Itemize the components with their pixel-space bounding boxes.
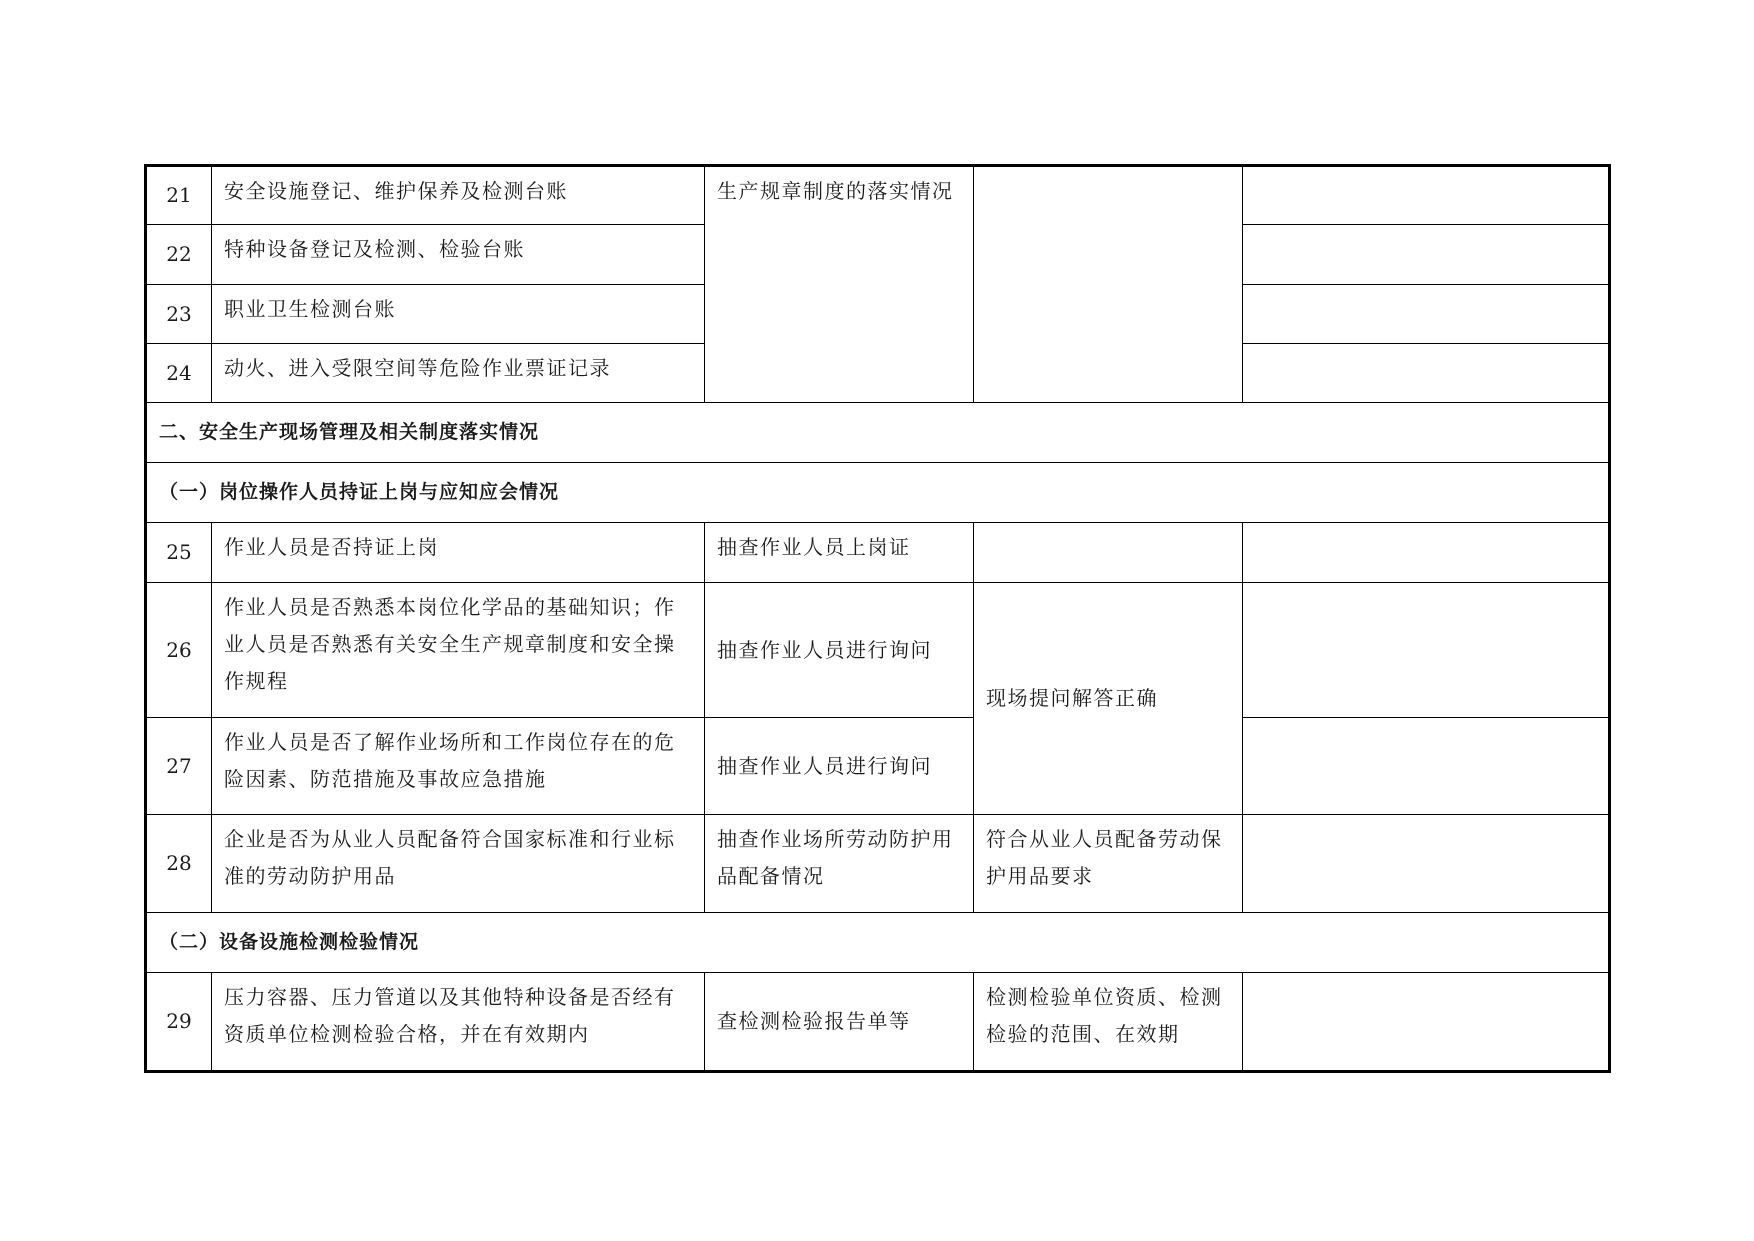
- check-result-cell: [1243, 285, 1610, 344]
- row-number: 26: [146, 583, 212, 718]
- check-standard-cell: [974, 166, 1243, 403]
- check-item: 动火、进入受限空间等危险作业票证记录: [212, 344, 705, 403]
- check-item: 企业是否为从业人员配备符合国家标准和行业标准的劳动防护用品: [212, 815, 705, 913]
- row-number: 22: [146, 225, 212, 285]
- check-standard: 符合从业人员配备劳动保护用品要求: [974, 815, 1243, 913]
- inspection-checklist-table: [144, 164, 1611, 1073]
- subsection-heading: （一）岗位操作人员持证上岗与应知应会情况: [146, 463, 1610, 523]
- check-method: 查检测检验报告单等: [705, 973, 974, 1072]
- check-item: 作业人员是否持证上岗: [212, 523, 705, 583]
- subsection-heading: （二）设备设施检测检验情况: [146, 913, 1610, 973]
- check-item: 作业人员是否了解作业场所和工作岗位存在的危险因素、防范措施及事故应急措施: [212, 718, 705, 815]
- check-result-cell: [1243, 225, 1610, 285]
- table-row: [146, 166, 1610, 225]
- table-row: [146, 718, 1610, 815]
- check-standard: 现场提问解答正确: [974, 583, 1243, 815]
- check-result-cell: [1243, 166, 1610, 225]
- check-result-cell: [1243, 523, 1610, 583]
- table-row: [146, 815, 1610, 913]
- check-result-cell: [1243, 583, 1610, 718]
- row-number: 29: [146, 973, 212, 1072]
- check-method: 抽查作业人员上岗证: [705, 523, 974, 583]
- section-heading: 二、安全生产现场管理及相关制度落实情况: [146, 403, 1610, 463]
- check-item: 特种设备登记及检测、检验台账: [212, 225, 705, 285]
- check-result-cell: [1243, 973, 1610, 1072]
- check-result-cell: [1243, 815, 1610, 913]
- check-result-cell: [1243, 344, 1610, 403]
- row-number: 23: [146, 285, 212, 344]
- check-standard: 检测检验单位资质、检测检验的范围、在效期: [974, 973, 1243, 1072]
- check-standard-cell: [974, 523, 1243, 583]
- check-method: 抽查作业场所劳动防护用品配备情况: [705, 815, 974, 913]
- row-number: 27: [146, 718, 212, 815]
- row-number: 25: [146, 523, 212, 583]
- table-row: [146, 523, 1610, 583]
- check-result-cell: [1243, 718, 1610, 815]
- check-item: 职业卫生检测台账: [212, 285, 705, 344]
- check-method: 生产规章制度的落实情况: [705, 166, 974, 403]
- section-row: [146, 403, 1610, 463]
- check-item: 安全设施登记、维护保养及检测台账: [212, 166, 705, 225]
- row-number: 24: [146, 344, 212, 403]
- table-row: [146, 583, 1610, 718]
- check-method: 抽查作业人员进行询问: [705, 583, 974, 718]
- row-number: 21: [146, 166, 212, 225]
- subsection-row: [146, 913, 1610, 973]
- check-method: 抽查作业人员进行询问: [705, 718, 974, 815]
- check-item: 压力容器、压力管道以及其他特种设备是否经有资质单位检测检验合格，并在有效期内: [212, 973, 705, 1072]
- check-item: 作业人员是否熟悉本岗位化学品的基础知识；作业人员是否熟悉有关安全生产规章制度和安全操作规程: [212, 583, 705, 718]
- subsection-row: [146, 463, 1610, 523]
- table-row: [146, 973, 1610, 1072]
- row-number: 28: [146, 815, 212, 913]
